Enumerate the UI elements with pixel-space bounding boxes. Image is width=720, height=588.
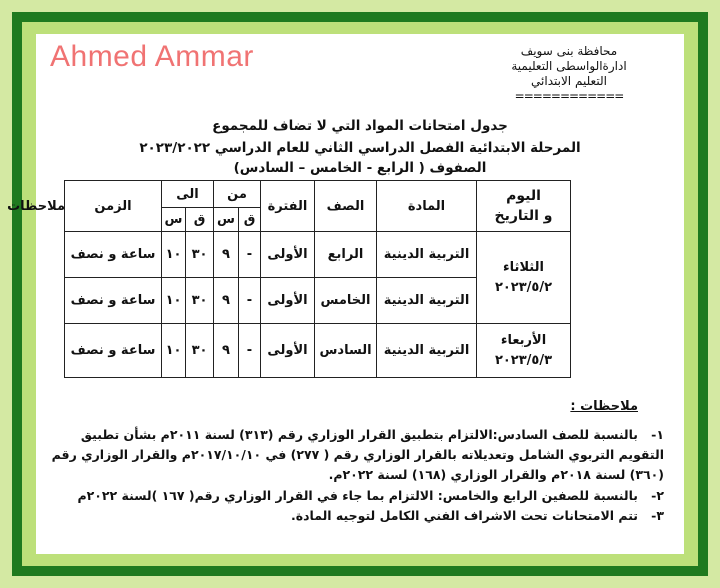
exam-schedule-table: اليوم و التاريخ المادة الصف الفترة من الى الزمن ملاحظات ق س ق س الثلاثاء ٢٠٢٣/٥/٢ التربية الدينية الرابع الأولى - ٩ ٣٠ ١٠ ساعة و نصف التربية الدينية الخامس الأولى - ٩ ٣٠ ١٠ ساعة و نصف الأربعاء ٢٠٢٣/٥/٣ التربية الدينية السادس الأولى - ٩ ٣٠ ١٠ ساعة و نصف <box>64 180 571 378</box>
note-1-line-3: (٣٦٠) لسنة ٢٠١٨م والقرار الوزاري (١٦٨) لسنة ٢٠٢٢م. <box>328 467 664 482</box>
header-to-q: ق <box>186 208 214 232</box>
title-line-2: المرحلة الابتدائية الفصل الدراسي الثاني للعام الدراسي ٢٠٢٣/٢٠٢٢ <box>139 140 581 156</box>
header-grade: الصف <box>315 181 377 232</box>
day-name: الأربعاء <box>500 332 547 348</box>
note-1-line-1: بالنسبة للصف السادس:الالتزام بتطبيق القرار الوزاري رقم (٣١٣) لسنة ٢٠١١م بشأن تطبيق <box>80 427 638 442</box>
to-q-cell: ٣٠ <box>186 232 214 278</box>
day-date: ٢٠٢٣/٥/٢ <box>494 279 553 295</box>
notes-heading: ملاحظات : <box>570 399 638 414</box>
header-to: الى <box>162 181 214 208</box>
period-cell: الأولى <box>261 278 315 324</box>
header-from-s: س <box>214 208 239 232</box>
governorate-header <box>484 44 654 104</box>
note-2 <box>24 487 664 505</box>
header-divider: ============ <box>514 89 624 103</box>
day-cell <box>477 232 571 324</box>
period-cell: الأولى <box>261 232 315 278</box>
watermark: Ahmed Ammar <box>50 40 254 73</box>
title-line-3: الصفوف ( الرابع - الخامس – السادس) <box>233 160 487 176</box>
note-2-text: بالنسبة للصفين الرابع والخامس: الالتزام بما جاء في القرار الوزاري رقم( ١٦٧ )لسنة ٢٠٢٢م <box>77 488 638 503</box>
header-from: من <box>214 181 261 208</box>
title-line-1: جدول امتحانات المواد التي لا تضاف للمجموع <box>212 118 508 134</box>
note-1-number: ١- <box>651 427 664 442</box>
table-row <box>65 232 571 278</box>
duration-cell: ساعة و نصف <box>65 278 162 324</box>
header-subject: المادة <box>377 181 477 232</box>
grade-cell: الخامس <box>315 278 377 324</box>
note-3-number: ٣- <box>651 508 664 523</box>
day-cell <box>477 324 571 378</box>
note-1 <box>24 426 664 444</box>
grade-cell: السادس <box>315 324 377 378</box>
header-from-q: ق <box>239 208 261 232</box>
note-2-number: ٢- <box>651 488 664 503</box>
day-date: ٢٠٢٣/٥/٣ <box>494 352 553 368</box>
to-s-cell: ١٠ <box>162 324 186 378</box>
document-page <box>7 34 684 554</box>
to-s-cell: ١٠ <box>162 278 186 324</box>
to-q-cell: ٣٠ <box>186 324 214 378</box>
note-3-text: تتم الامتحانات تحت الاشراف الفني الكامل لتوجيه المادة. <box>290 508 638 523</box>
from-s-cell: ٩ <box>214 232 239 278</box>
table-row <box>65 324 571 378</box>
to-q-cell: ٣٠ <box>186 278 214 324</box>
period-cell: الأولى <box>261 324 315 378</box>
to-s-cell: ١٠ <box>162 232 186 278</box>
note-1-line-2: التقويم التربوي الشامل وتعديلاته بالقرار الوزاري رقم ( ٢٧٧) في ٢٠١٧/١٠/١٠م والقرار الوزاري رقم <box>51 447 664 462</box>
from-q-cell: - <box>239 232 261 278</box>
duration-cell: ساعة و نصف <box>65 232 162 278</box>
header-day-date: اليوم و التاريخ <box>477 181 571 232</box>
header-duration: الزمن <box>65 181 162 232</box>
subject-cell: التربية الدينية <box>377 324 477 378</box>
grade-cell: الرابع <box>315 232 377 278</box>
header-line-2: ادارةالواسطى التعليمية <box>511 59 627 73</box>
subject-cell: التربية الدينية <box>377 232 477 278</box>
duration-cell: ساعة و نصف <box>65 324 162 378</box>
day-name: الثلاثاء <box>503 259 544 275</box>
from-s-cell: ٩ <box>214 324 239 378</box>
header-line-1: محافظة بنى سويف <box>520 44 618 58</box>
subject-cell: التربية الدينية <box>377 278 477 324</box>
from-q-cell: - <box>239 278 261 324</box>
header-line-3: التعليم الابتدائي <box>531 74 607 88</box>
header-to-s: س <box>162 208 186 232</box>
header-period: الفترة <box>261 181 315 232</box>
note-3 <box>24 507 664 525</box>
from-s-cell: ٩ <box>214 278 239 324</box>
from-q-cell: - <box>239 324 261 378</box>
